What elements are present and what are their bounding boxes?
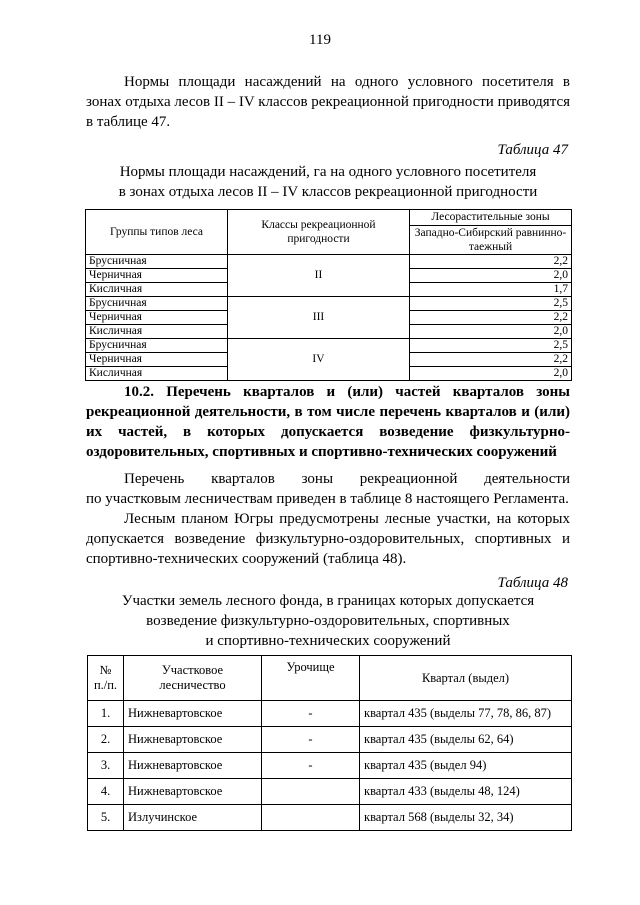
- table48-tract: -: [262, 727, 360, 753]
- table47-caption: Таблица 47: [497, 142, 568, 158]
- table47-value: 2,0: [410, 325, 572, 339]
- table48-num: 2.: [88, 727, 124, 753]
- table47-value: 2,0: [410, 367, 572, 381]
- table48-forestry: Нижневартовское: [124, 701, 262, 727]
- table47-title: [86, 162, 570, 202]
- table47-value: 1,7: [410, 283, 572, 297]
- table48-row: [88, 753, 572, 779]
- section-heading-line4: оздоровительных, спортивных и спортивно-технических сооружений: [86, 444, 557, 460]
- paragraph3: Лесным планом Югры предусмотрены лесные участки, на которых допускается возведение физкультурно-оздоровительных, спортивных и спортивно-технических сооружений (таблица 48).: [86, 511, 570, 567]
- table47-header-groups: Группы типов леса: [86, 210, 228, 255]
- table47-title-line2: в зонах отдыха лесов II – IV классов рекреационной пригодности: [118, 184, 538, 200]
- table48-tract: [262, 805, 360, 831]
- table48-quarter: квартал 435 (выделы 77, 78, 86, 87): [360, 701, 572, 727]
- table48-forestry: Нижневартовское: [124, 779, 262, 805]
- table48-header-quarter: Квартал (выдел): [360, 656, 572, 701]
- table47-value: 2,2: [410, 255, 572, 269]
- table48-num: 3.: [88, 753, 124, 779]
- table48-title-line1: Участки земель лесного фонда, в границах которых допускается: [121, 593, 535, 609]
- table47-forest-type: Черничная: [86, 269, 228, 283]
- table47-class: II: [228, 255, 410, 297]
- section-heading-line3: их частей, в которых допускается возведение физкультурно-: [86, 424, 570, 440]
- table47-header-zones: Лесорастительные зоны: [410, 210, 572, 226]
- section-heading-line2: рекреационной деятельности, в том числе перечень кварталов и (или): [86, 404, 570, 420]
- table48-title: [86, 591, 570, 651]
- paragraph2: [86, 469, 570, 509]
- table48-forestry: Нижневартовское: [124, 727, 262, 753]
- table47-forest-type: Брусничная: [86, 297, 228, 311]
- table48-quarter: квартал 433 (выделы 48, 124): [360, 779, 572, 805]
- table48-tract: -: [262, 701, 360, 727]
- table48-quarter: квартал 435 (выделы 62, 64): [360, 727, 572, 753]
- table48-num: 4.: [88, 779, 124, 805]
- table48-header-forestry: Участковое лесничество: [124, 656, 262, 701]
- table47-class: III: [228, 297, 410, 339]
- table47-forest-type: Кисличная: [86, 367, 228, 381]
- table47-value: 2,5: [410, 297, 572, 311]
- table47-forest-type: Черничная: [86, 311, 228, 325]
- table48-row: [88, 701, 572, 727]
- table48-tract: [262, 779, 360, 805]
- table47-value: 2,0: [410, 269, 572, 283]
- table47-value: 2,5: [410, 339, 572, 353]
- table47-forest-type: Кисличная: [86, 283, 228, 297]
- table47-forest-type: Кисличная: [86, 325, 228, 339]
- table48-row: [88, 779, 572, 805]
- table48-forestry: Излучинское: [124, 805, 262, 831]
- table48-title-line3: и спортивно-технических сооружений: [205, 633, 451, 649]
- paragraph2-line2: по участковым лесничествам приведен в таблице 8 настоящего Регламента.: [86, 491, 569, 507]
- section-heading-line1: 10.2. Перечень кварталов и (или) частей кварталов зоны: [124, 384, 570, 400]
- table47-row: [86, 339, 572, 353]
- table47-row: [86, 255, 572, 269]
- table48-quarter: квартал 435 (выдел 94): [360, 753, 572, 779]
- table48-num: 5.: [88, 805, 124, 831]
- table47-row: [86, 297, 572, 311]
- intro-paragraph: Нормы площади насаждений на одного условного посетителя в зонах отдыха лесов II – IV классов рекреационной пригодности приводятся в таблице 47.: [86, 74, 570, 130]
- table47-header-zone-name: Западно-Сибирский равнинно-таежный: [410, 226, 572, 255]
- table48-header-num: № п./п.: [88, 656, 124, 701]
- table47-value: 2,2: [410, 353, 572, 367]
- table47-forest-type: Брусничная: [86, 255, 228, 269]
- page-number: 119: [309, 32, 331, 48]
- table48-tract: -: [262, 753, 360, 779]
- table48-num: 1.: [88, 701, 124, 727]
- table48-title-line2: возведение физкультурно-оздоровительных, спортивных: [146, 613, 510, 629]
- paragraph2-line1: Перечень кварталов зоны рекреационной деятельности: [124, 471, 570, 487]
- table47-forest-type: Брусничная: [86, 339, 228, 353]
- table48-forestry: Нижневартовское: [124, 753, 262, 779]
- table47-value: 2,2: [410, 311, 572, 325]
- table47-header-classes: Классы рекреационной пригодности: [228, 210, 410, 255]
- table47: [85, 209, 572, 381]
- table47-title-line1: Нормы площади насаждений, га на одного условного посетителя: [119, 164, 537, 180]
- table47-forest-type: Черничная: [86, 353, 228, 367]
- table48-row: [88, 805, 572, 831]
- table48-quarter: квартал 568 (выделы 32, 34): [360, 805, 572, 831]
- table48-row: [88, 727, 572, 753]
- table47-class: IV: [228, 339, 410, 381]
- table48-caption: Таблица 48: [497, 575, 568, 591]
- section-heading: [86, 382, 570, 462]
- table48-header-tract: Урочище: [262, 656, 360, 701]
- table48: [87, 655, 572, 831]
